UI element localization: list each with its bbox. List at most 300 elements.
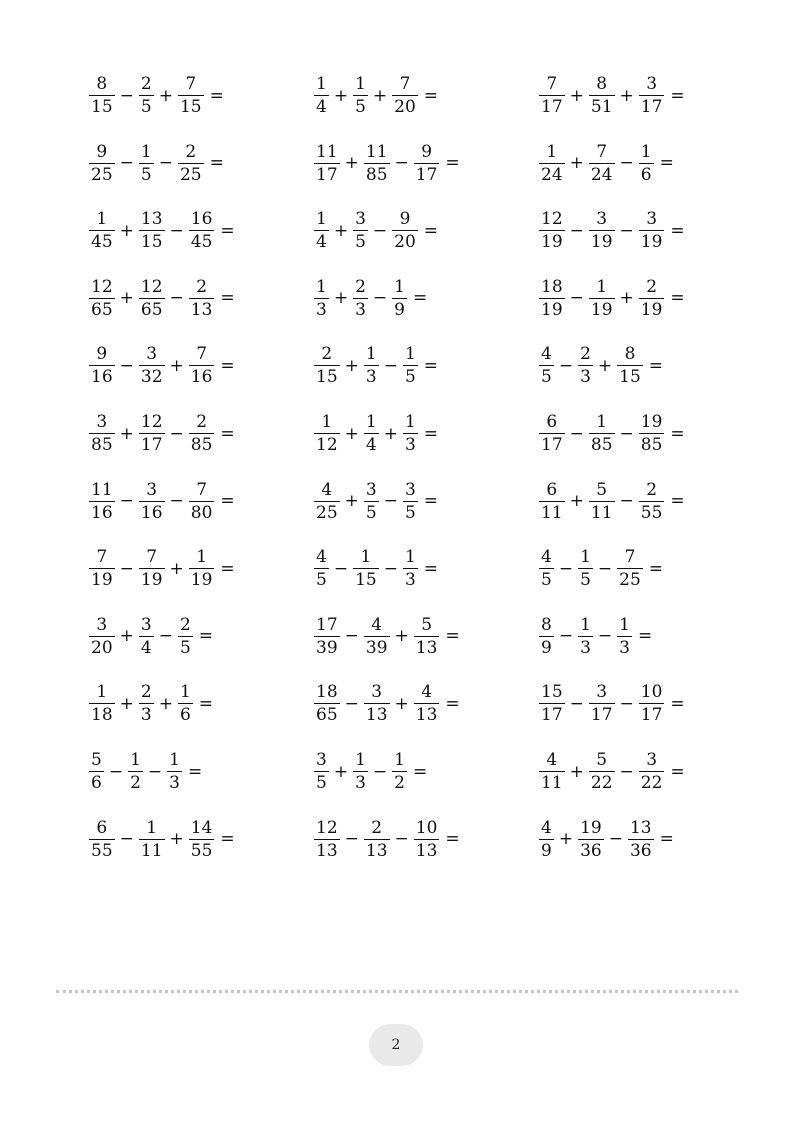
operator: + xyxy=(569,491,584,512)
denominator: 25 xyxy=(619,570,641,591)
numerator: 18 xyxy=(541,276,563,297)
numerator: 3 xyxy=(596,682,608,703)
numerator: 14 xyxy=(190,817,213,838)
operator: + xyxy=(344,423,359,444)
problem xyxy=(88,68,224,124)
denominator: 13 xyxy=(190,299,213,320)
fraction xyxy=(639,76,665,116)
numerator: 9 xyxy=(96,344,108,365)
problem xyxy=(313,541,438,597)
operator: − xyxy=(169,220,184,241)
operator: + xyxy=(119,693,134,714)
fraction xyxy=(178,141,204,185)
equals-sign: = xyxy=(220,491,235,512)
denominator: 3 xyxy=(355,773,366,793)
equals-sign: = xyxy=(423,491,439,512)
problem xyxy=(538,676,685,732)
fraction xyxy=(617,614,632,658)
numerator: 3 xyxy=(365,479,377,500)
fraction xyxy=(89,479,115,523)
denominator: 6 xyxy=(91,773,102,793)
fraction xyxy=(178,614,193,658)
operator: − xyxy=(619,153,634,174)
operator: + xyxy=(158,693,173,714)
fraction xyxy=(414,141,440,185)
denominator: 32 xyxy=(140,367,163,388)
denominator: 3 xyxy=(355,299,366,320)
fraction xyxy=(403,549,418,589)
fraction xyxy=(89,614,115,658)
denominator: 17 xyxy=(590,705,613,726)
equals-sign: = xyxy=(209,85,224,106)
numerator: 2 xyxy=(646,276,658,297)
operator: − xyxy=(169,423,184,444)
fraction xyxy=(353,752,368,792)
problem xyxy=(313,812,460,868)
denominator: 11 xyxy=(140,840,163,861)
denominator: 45 xyxy=(190,232,213,253)
problem xyxy=(88,676,213,732)
denominator: 13 xyxy=(365,705,388,726)
operator: − xyxy=(333,558,349,579)
operator: − xyxy=(108,761,124,782)
numerator: 3 xyxy=(146,344,158,365)
fraction xyxy=(139,211,165,251)
denominator: 3 xyxy=(580,637,591,658)
denominator: 19 xyxy=(190,570,213,591)
denominator: 24 xyxy=(590,164,613,185)
fraction xyxy=(589,414,615,454)
numerator: 3 xyxy=(646,74,658,94)
problem xyxy=(538,609,652,665)
denominator: 17 xyxy=(140,435,163,455)
problem xyxy=(538,744,685,800)
operator: + xyxy=(394,626,409,647)
denominator: 17 xyxy=(541,705,563,726)
numerator: 7 xyxy=(399,74,411,94)
fraction xyxy=(189,346,215,386)
fraction xyxy=(139,276,165,320)
denominator: 3 xyxy=(404,570,416,591)
fraction xyxy=(89,141,115,185)
operator: + xyxy=(119,423,134,444)
fraction xyxy=(89,549,115,589)
equals-sign: = xyxy=(423,423,439,444)
fraction xyxy=(364,817,390,861)
fraction xyxy=(414,614,440,658)
denominator: 15 xyxy=(140,232,163,253)
numerator: 1 xyxy=(96,682,108,703)
numerator: 2 xyxy=(646,479,658,500)
denominator: 13 xyxy=(316,840,338,861)
fraction xyxy=(189,211,215,251)
problem xyxy=(538,474,685,530)
fraction xyxy=(403,346,418,386)
numerator: 11 xyxy=(316,141,338,162)
denominator: 19 xyxy=(541,232,563,253)
denominator: 9 xyxy=(541,840,552,861)
denominator: 5 xyxy=(541,367,552,388)
denominator: 3 xyxy=(316,299,327,320)
fraction xyxy=(639,414,665,454)
numerator: 19 xyxy=(640,412,663,432)
operator: − xyxy=(344,626,359,647)
fraction xyxy=(364,684,390,724)
page-number: 2 xyxy=(391,1037,401,1053)
denominator: 51 xyxy=(590,97,613,117)
numerator: 17 xyxy=(316,614,338,635)
fraction xyxy=(314,346,340,386)
problem xyxy=(538,136,674,192)
fraction xyxy=(639,684,665,724)
fraction xyxy=(139,346,165,386)
problem xyxy=(538,406,685,462)
denominator: 22 xyxy=(640,773,663,793)
denominator: 13 xyxy=(415,705,438,726)
numerator: 3 xyxy=(96,412,108,432)
numerator: 12 xyxy=(140,276,163,297)
operator: + xyxy=(333,288,349,309)
denominator: 5 xyxy=(355,97,366,117)
problem xyxy=(88,203,235,259)
numerator: 4 xyxy=(371,614,383,635)
numerator: 11 xyxy=(91,479,113,500)
numerator: 7 xyxy=(146,547,158,568)
problem xyxy=(313,271,427,327)
numerator: 1 xyxy=(355,750,366,770)
denominator: 5 xyxy=(355,232,366,253)
numerator: 4 xyxy=(421,682,433,703)
denominator: 19 xyxy=(640,232,663,253)
operator: − xyxy=(169,288,184,309)
denominator: 18 xyxy=(91,705,113,726)
equals-sign: = xyxy=(670,85,685,106)
denominator: 9 xyxy=(394,299,405,320)
fraction xyxy=(189,817,215,861)
numerator: 1 xyxy=(316,209,327,230)
fraction xyxy=(539,211,565,251)
numerator: 4 xyxy=(546,750,558,770)
operator: + xyxy=(569,85,584,106)
denominator: 19 xyxy=(590,299,613,320)
fraction xyxy=(353,549,379,589)
denominator: 4 xyxy=(140,637,152,658)
equals-sign: = xyxy=(220,423,235,444)
fraction xyxy=(589,211,615,251)
operator: − xyxy=(597,558,613,579)
numerator: 3 xyxy=(355,209,366,230)
dotted-divider xyxy=(56,990,738,993)
denominator: 19 xyxy=(590,232,613,253)
operator: + xyxy=(372,85,388,106)
fraction xyxy=(628,817,654,861)
equals-sign: = xyxy=(423,355,439,376)
numerator: 2 xyxy=(140,74,152,94)
problem xyxy=(88,271,235,327)
numerator: 12 xyxy=(316,817,338,838)
numerator: 2 xyxy=(321,344,333,365)
operator: − xyxy=(119,355,134,376)
numerator: 12 xyxy=(541,209,563,230)
denominator: 3 xyxy=(365,367,377,388)
numerator: 7 xyxy=(96,547,108,568)
operator: − xyxy=(558,558,574,579)
problem xyxy=(88,406,235,462)
operator: − xyxy=(619,491,634,512)
fraction xyxy=(189,549,215,589)
fraction xyxy=(89,276,115,320)
fraction xyxy=(314,479,340,523)
problem xyxy=(88,338,235,394)
equals-sign: = xyxy=(445,626,460,647)
denominator: 36 xyxy=(629,840,652,861)
fraction xyxy=(314,684,340,724)
equals-sign: = xyxy=(445,153,460,174)
denominator: 15 xyxy=(619,367,641,388)
problem xyxy=(313,406,438,462)
fraction xyxy=(403,479,418,523)
denominator: 6 xyxy=(640,164,652,185)
denominator: 19 xyxy=(140,570,163,591)
equals-sign: = xyxy=(670,761,685,782)
numerator: 1 xyxy=(321,412,333,432)
numerator: 1 xyxy=(596,412,608,432)
operator: + xyxy=(119,626,134,647)
denominator: 5 xyxy=(140,97,152,117)
problem xyxy=(88,812,235,868)
numerator: 1 xyxy=(394,276,405,297)
numerator: 1 xyxy=(394,750,405,770)
fraction xyxy=(314,276,329,320)
numerator: 7 xyxy=(624,547,636,568)
operator: + xyxy=(119,288,134,309)
denominator: 85 xyxy=(365,164,388,185)
denominator: 80 xyxy=(190,502,213,523)
denominator: 13 xyxy=(415,840,438,861)
denominator: 5 xyxy=(140,164,152,185)
operator: − xyxy=(119,829,134,850)
fraction xyxy=(403,414,418,454)
fraction xyxy=(314,211,329,251)
denominator: 85 xyxy=(590,435,613,455)
fraction xyxy=(139,479,165,523)
equals-sign: = xyxy=(220,558,235,579)
operator: − xyxy=(119,153,134,174)
numerator: 2 xyxy=(140,682,152,703)
fraction xyxy=(392,76,418,116)
denominator: 16 xyxy=(91,502,113,523)
fraction xyxy=(617,549,643,589)
denominator: 19 xyxy=(91,570,113,591)
equals-sign: = xyxy=(423,85,439,106)
operator: + xyxy=(569,153,584,174)
fraction xyxy=(89,752,104,792)
fraction xyxy=(139,141,154,185)
denominator: 16 xyxy=(190,367,213,388)
fraction xyxy=(578,346,593,386)
denominator: 5 xyxy=(316,570,327,591)
operator: − xyxy=(558,626,574,647)
fraction xyxy=(314,141,340,185)
page-number-badge xyxy=(369,1024,423,1066)
fraction xyxy=(539,141,565,185)
fraction xyxy=(314,817,340,861)
denominator: 65 xyxy=(140,299,163,320)
numerator: 5 xyxy=(421,614,433,635)
operator: + xyxy=(619,85,634,106)
operator: − xyxy=(158,626,173,647)
problem xyxy=(538,541,663,597)
operator: − xyxy=(147,761,163,782)
numerator: 1 xyxy=(146,817,158,838)
problem xyxy=(88,744,202,800)
fraction xyxy=(364,414,379,454)
equals-sign: = xyxy=(648,355,664,376)
fraction xyxy=(639,141,654,185)
numerator: 7 xyxy=(546,74,558,94)
operator: + xyxy=(394,693,409,714)
fraction xyxy=(589,141,615,185)
numerator: 1 xyxy=(580,547,591,568)
fraction xyxy=(392,752,407,792)
denominator: 5 xyxy=(404,367,416,388)
numerator: 18 xyxy=(316,682,338,703)
numerator: 1 xyxy=(96,209,108,230)
numerator: 15 xyxy=(541,682,563,703)
numerator: 3 xyxy=(140,614,152,635)
problem xyxy=(313,474,438,530)
denominator: 3 xyxy=(404,435,416,455)
fraction xyxy=(89,346,115,386)
equals-sign: = xyxy=(209,153,224,174)
operator: − xyxy=(569,288,584,309)
denominator: 3 xyxy=(580,367,591,388)
operator: + xyxy=(169,558,184,579)
fraction xyxy=(89,684,115,724)
equals-sign: = xyxy=(670,491,685,512)
denominator: 45 xyxy=(91,232,113,253)
fraction xyxy=(89,76,115,116)
operator: − xyxy=(608,829,623,850)
denominator: 11 xyxy=(541,773,563,793)
fraction xyxy=(364,614,390,658)
numerator: 1 xyxy=(140,141,152,162)
denominator: 17 xyxy=(640,705,663,726)
fraction xyxy=(353,76,368,116)
denominator: 25 xyxy=(91,164,113,185)
fraction xyxy=(167,752,182,792)
denominator: 5 xyxy=(179,637,191,658)
fraction xyxy=(128,752,143,792)
numerator: 2 xyxy=(179,614,191,635)
denominator: 2 xyxy=(394,773,405,793)
numerator: 6 xyxy=(96,817,108,838)
fraction xyxy=(578,817,604,861)
operator: + xyxy=(569,761,584,782)
numerator: 3 xyxy=(596,209,608,230)
fraction xyxy=(189,276,215,320)
equals-sign: = xyxy=(220,288,235,309)
denominator: 17 xyxy=(640,97,663,117)
numerator: 12 xyxy=(91,276,113,297)
problem xyxy=(538,203,685,259)
fraction xyxy=(139,684,154,724)
operator: + xyxy=(344,355,359,376)
problem xyxy=(313,68,438,124)
fraction xyxy=(589,76,615,116)
denominator: 3 xyxy=(140,705,152,726)
fraction xyxy=(539,817,554,861)
numerator: 1 xyxy=(365,412,377,432)
problem xyxy=(313,338,438,394)
numerator: 11 xyxy=(365,141,388,162)
operator: − xyxy=(119,85,134,106)
fraction xyxy=(539,276,565,320)
problem xyxy=(88,474,235,530)
numerator: 1 xyxy=(404,412,416,432)
denominator: 9 xyxy=(541,637,552,658)
numerator: 1 xyxy=(404,547,416,568)
fraction xyxy=(314,614,340,658)
equals-sign: = xyxy=(670,220,685,241)
operator: − xyxy=(119,558,134,579)
operator: − xyxy=(394,829,409,850)
denominator: 6 xyxy=(179,705,191,726)
numerator: 2 xyxy=(371,817,383,838)
operator: − xyxy=(383,558,398,579)
numerator: 7 xyxy=(196,344,208,365)
fraction xyxy=(392,276,407,320)
equals-sign: = xyxy=(220,829,235,850)
numerator: 1 xyxy=(619,614,630,635)
operator: + xyxy=(169,829,184,850)
operator: − xyxy=(569,693,584,714)
numerator: 1 xyxy=(316,74,327,94)
fraction xyxy=(364,141,390,185)
equals-sign: = xyxy=(670,288,685,309)
numerator: 16 xyxy=(190,209,213,230)
equals-sign: = xyxy=(659,829,674,850)
operator: − xyxy=(569,220,584,241)
denominator: 4 xyxy=(365,435,377,455)
denominator: 15 xyxy=(179,97,202,117)
denominator: 19 xyxy=(541,299,563,320)
numerator: 3 xyxy=(96,614,108,635)
numerator: 9 xyxy=(96,141,108,162)
denominator: 13 xyxy=(415,637,438,658)
fraction xyxy=(314,414,340,454)
operator: − xyxy=(344,829,359,850)
numerator: 1 xyxy=(360,547,372,568)
denominator: 17 xyxy=(541,97,563,117)
numerator: 9 xyxy=(421,141,433,162)
numerator: 1 xyxy=(640,141,652,162)
denominator: 55 xyxy=(190,840,213,861)
equals-sign: = xyxy=(220,355,235,376)
denominator: 13 xyxy=(365,840,388,861)
numerator: 7 xyxy=(185,74,197,94)
fraction xyxy=(539,76,565,116)
denominator: 22 xyxy=(590,773,613,793)
denominator: 5 xyxy=(404,502,416,523)
denominator: 17 xyxy=(415,164,438,185)
fraction xyxy=(353,211,368,251)
numerator: 9 xyxy=(399,209,411,230)
problem xyxy=(88,609,213,665)
problem xyxy=(313,203,438,259)
fraction xyxy=(139,817,165,861)
equals-sign: = xyxy=(423,558,439,579)
